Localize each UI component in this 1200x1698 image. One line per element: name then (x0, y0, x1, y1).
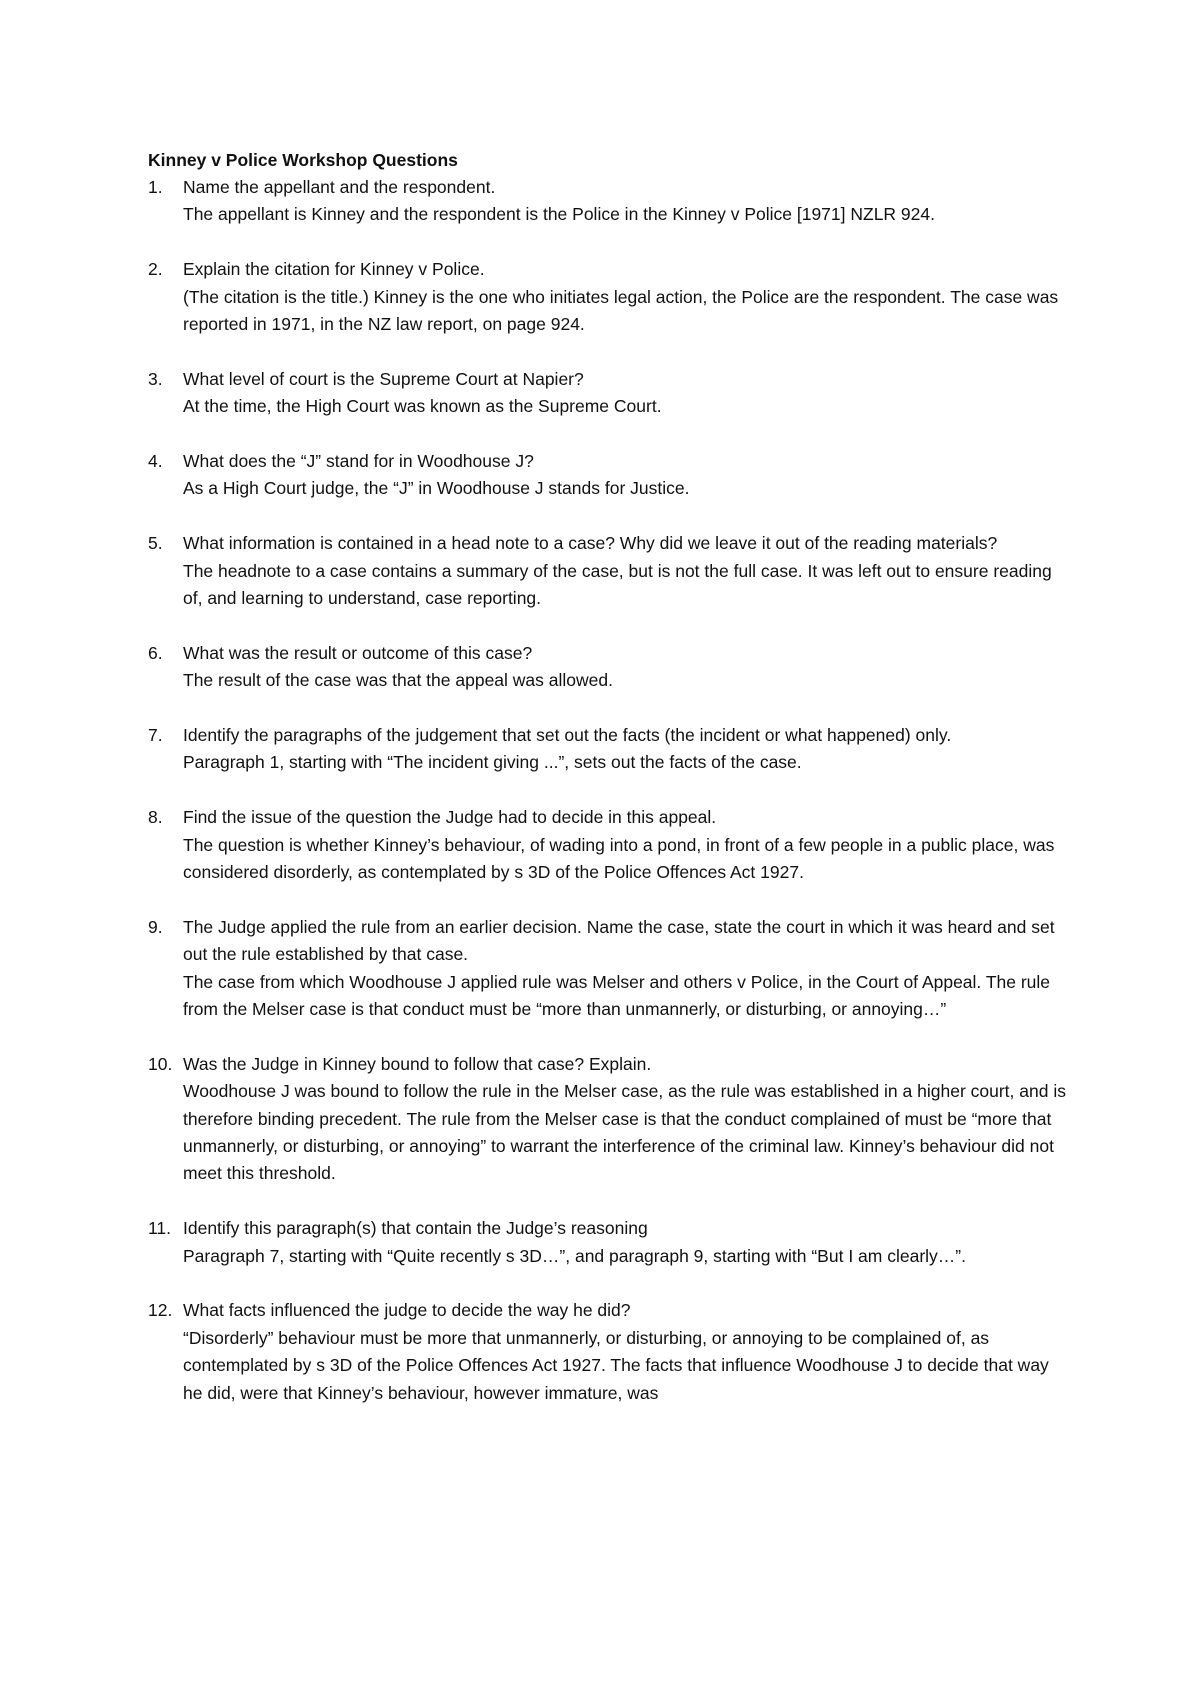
question-text: Identify the paragraphs of the judgement that set out the facts (the incident or what happened) only. (183, 725, 952, 746)
question-body (183, 530, 1068, 612)
answer-text: The headnote to a case contains a summary of the case, but is not the full case. It was left out to ensure reading of, and learning to understand, case reporting. (183, 560, 1052, 609)
question-body (183, 914, 1068, 1024)
answer-text: Paragraph 1, starting with “The incident giving ...”, sets out the facts of the case. (183, 752, 802, 773)
question-number: 11. (148, 1218, 172, 1239)
question-text: What information is contained in a head note to a case? Why did we leave it out of the reading materials? (183, 533, 998, 554)
list-item (148, 530, 1068, 612)
question-body (183, 1297, 1068, 1407)
answer-text: As a High Court judge, the “J” in Woodhouse J stands for Justice. (183, 478, 690, 499)
question-body (183, 1051, 1068, 1188)
question-number: 7. (148, 725, 163, 746)
answer-text: The result of the case was that the appeal was allowed. (183, 670, 613, 691)
answer-text: (The citation is the title.) Kinney is the one who initiates legal action, the Police are the respondent. The case was reported in 1971, in the NZ law report, on page 924. (183, 286, 1059, 335)
question-number: 1. (148, 177, 163, 197)
question-text: What was the result or outcome of this case? (183, 642, 533, 663)
question-text: Was the Judge in Kinney bound to follow that case? Explain. (183, 1053, 652, 1074)
question-number: 9. (148, 916, 163, 937)
question-number: 4. (148, 451, 163, 472)
answer-text: The case from which Woodhouse J applied rule was Melser and others v Police, in the Court of Appeal. The rule from the Melser case is that conduct must be “more than unmannerly, or disturbing, or annoying…” (183, 971, 1051, 1020)
question-number: 2. (148, 259, 163, 280)
list-item (148, 256, 1068, 338)
list-item (148, 640, 1068, 695)
list-item (148, 1297, 1068, 1407)
question-text: Name the appellant and the respondent. (183, 177, 496, 197)
question-body (183, 804, 1068, 886)
question-number: 3. (148, 368, 163, 389)
question-body (183, 448, 1068, 503)
list-item (148, 722, 1068, 777)
question-number: 12. (148, 1300, 173, 1321)
question-body (183, 366, 1068, 421)
question-body (183, 640, 1068, 695)
list-item (148, 804, 1068, 886)
question-number: 8. (148, 807, 163, 828)
question-number: 10. (148, 1053, 173, 1074)
question-text: The Judge applied the rule from an earlier decision. Name the case, state the court in which it was heard and set out the rule established by that case. (183, 916, 1055, 965)
answer-text: “Disorderly” behaviour must be more that unmannerly, or disturbing, or annoying to be complained of, as contemplated by s 3D of the Police Offences Act 1927. The facts that influence Woodhouse J to decide that way he did, were that Kinney’s behaviour, however immature, was (183, 1327, 1049, 1403)
question-text: Identify this paragraph(s) that contain the Judge’s reasoning (183, 1218, 648, 1239)
question-text: Explain the citation for Kinney v Police. (183, 259, 485, 280)
answer-text: Paragraph 7, starting with “Quite recently s 3D…”, and paragraph 9, starting with “But I am clearly…”. (183, 1245, 966, 1266)
question-body (183, 722, 1068, 777)
list-item (148, 366, 1068, 421)
question-body (183, 256, 1068, 338)
question-body (183, 1215, 1068, 1270)
answer-text: At the time, the High Court was known as the Supreme Court. (183, 396, 662, 417)
question-number: 5. (148, 533, 163, 554)
list-item (148, 1051, 1068, 1188)
list-item (148, 174, 1068, 229)
list-item (148, 914, 1068, 1024)
question-number: 6. (148, 642, 163, 663)
page-title: Kinney v Police Workshop Questions (148, 150, 458, 170)
question-text: What does the “J” stand for in Woodhouse J? (183, 451, 534, 472)
question-list (148, 174, 1068, 1435)
question-text: Find the issue of the question the Judge had to decide in this appeal. (183, 807, 717, 828)
question-text: What level of court is the Supreme Court at Napier? (183, 368, 584, 389)
question-text: What facts influenced the judge to decide the way he did? (183, 1300, 631, 1321)
answer-text: The appellant is Kinney and the respondent is the Police in the Kinney v Police [1971] NZLR 924. (183, 204, 935, 225)
question-body (183, 174, 1068, 229)
list-item (148, 1215, 1068, 1270)
answer-text: Woodhouse J was bound to follow the rule in the Melser case, as the rule was established in a higher court, and is therefore binding precedent. The rule from the Melser case is that the conduct complained of must be “more that unmannerly, or disturbing, or annoying” to warrant the interference of the criminal law. Kinney’s behaviour did not meet this threshold. (183, 1081, 1066, 1184)
list-item (148, 448, 1068, 503)
answer-text: The question is whether Kinney’s behaviour, of wading into a pond, in front of a few people in a public place, was considered disorderly, as contemplated by s 3D of the Police Offences Act 1927. (183, 834, 1055, 883)
